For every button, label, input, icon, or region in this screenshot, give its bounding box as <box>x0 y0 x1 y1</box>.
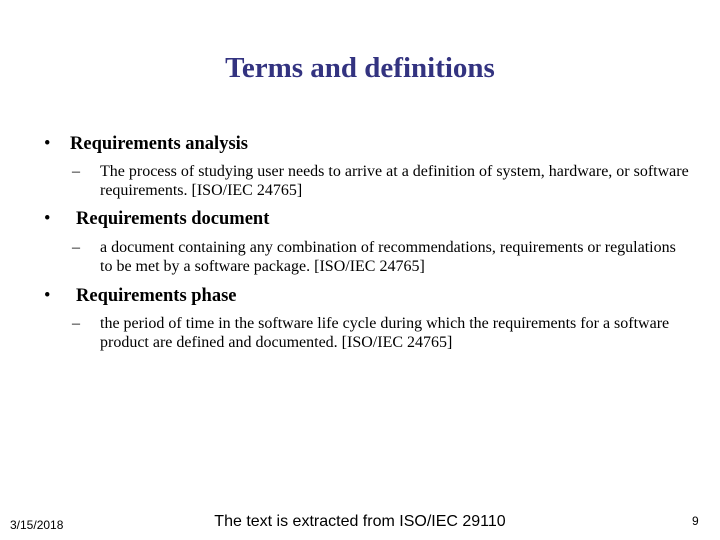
definition-requirements-analysis <box>72 162 692 200</box>
term-requirements-document <box>44 208 269 230</box>
dash-icon: – <box>72 239 80 256</box>
dash-icon: – <box>72 163 80 180</box>
slide-title: Terms and definitions <box>225 52 495 84</box>
definition-requirements-phase <box>72 314 692 352</box>
term-requirements-phase <box>44 285 237 307</box>
bullet-icon: • <box>44 286 51 306</box>
definition-requirements-document <box>72 238 692 276</box>
footer-note: The text is extracted from ISO/IEC 29110 <box>214 513 506 530</box>
bullet-icon: • <box>44 134 51 154</box>
term-label: Requirements document <box>76 209 270 229</box>
definition-text: a document containing any combination of recommendations, requirements or regulations to be met by a software package. [ISO/IEC 24765] <box>100 239 676 275</box>
term-label: Requirements phase <box>76 286 237 306</box>
bullet-icon: • <box>44 209 51 229</box>
term-label: Requirements analysis <box>70 134 248 154</box>
footer-date: 3/15/2018 <box>10 518 64 532</box>
definition-text: The process of studying user needs to arrive at a definition of system, hardware, or software requirements. [ISO/IEC 24765] <box>100 163 689 199</box>
page-number: 9 <box>692 514 699 528</box>
term-requirements-analysis <box>44 133 248 155</box>
definition-text: the period of time in the software life cycle during which the requirements for a software product are defined and documented. [ISO/IEC 24765] <box>100 315 670 351</box>
dash-icon: – <box>72 315 80 332</box>
